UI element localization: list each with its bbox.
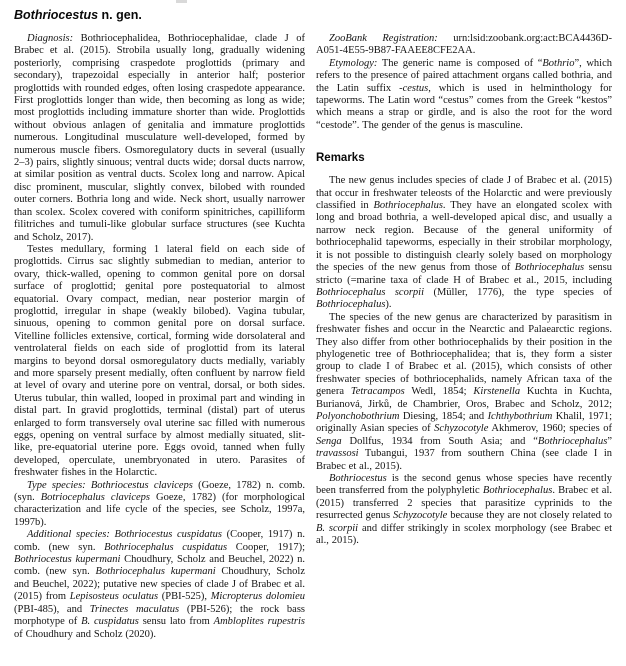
diagnosis-paragraph: Diagnosis: Bothriocephalidea, Bothriocephalidae, clade J of Brabec et al. (2015). Strobila usually long, gradually widening posteriorly, comprising craspedote proglottids (primary and secondary), trapezoidal especially in anterior half; posterior proglottids with rounded edges, often losing craspedote appearance. First proglottids longer than wide, then becoming as long as wide; most proglottids including immature shorter than wide. Proglottids without obvious anlagen of genitalia and immature proglottids numerous. Longitudinal musculature well-developed, formed by numerous muscle fibers. Osmoregulatory ducts in several (usually 2–3) pairs, slightly sinuous; ventral ducts wide; dorsal ducts narrow, at similar position as ventral ducts. Scolex long and narrow. Apical disc prominent, muscular, slightly convex, bilobed with rounded outer corners. Bothria long and wide. Neck short, usually narrower than scolex. Scolex covered with coniform spinitriches, capilliform filitriches and tumuli-like globular surface structures (see Kuchta and Scholz, 2017). [14, 33, 305, 243]
type-species-paragraph: Type species: Bothriocestus claviceps (Goeze, 1782) n. comb. (syn. Botriocephalus claviceps Goeze, 1782) (for morphological characterization and life cycle of the species, see Scholz, 1997a, 1997b). [14, 479, 305, 528]
right-column [316, 6, 612, 641]
zoobank-registration-paragraph: ZooBank Registration: urn:lsid:zoobank.org:act:BCA4436D-A051-4E55-9B87-FAAEE8CFE2AA. [316, 33, 612, 57]
remarks-heading: Remarks [316, 152, 365, 165]
additional-species-paragraph: Additional species: Bothriocestus cuspidatus (Cooper, 1917) n. comb. (new syn. Bothriocephalus cuspidatus Cooper, 1917); Bothriocestus kupermani Choudhury, Scholz and Beuchel, 2022) n. comb. (new syn. Bothriocephalus kupermani Choudhury, Scholz and Beuchel, 2022); putative new species of clade J of Brabec et al. (2015) from Lepisosteus oculatus (PBI-525), Micropterus dolomieu (PBI-485), and Trinectes maculatus (PBI-526); the rock bass morphotype of B. cuspidatus sensu lato from Ambloplites rupestris of Choudhury and Scholz (2020). [14, 529, 306, 640]
genus-heading: Bothriocestus n. gen. [14, 8, 142, 22]
left-column [14, 6, 305, 641]
remarks-paragraph-2: The species of the new genus are characterized by parasitism in freshwater fishes and occur in the Nearctic and Palaearctic regions. They also differ from other bothriocephalids by their position in the phylogenetic tree of Bothriocephalidea; that is, they form a sister group to clade I of Brabec et al. (2015), which consists of other freshwater species of bothriocephalids, namely African taxa of the genera Tetracampos Wedl, 1854; Kirstenella Kuchta in Kuchta, Burianová, Jirků, de Chambrier, Oros, Brabec and Scholz, 2012; Polyonchobothrium Diesing, 1854; and Ichthybothrium Khalil, 1971; originally Asian species of Schyzocotyle Akhmerov, 1960; species of Senga Dollfus, 1934 from South Asia; and “Bothriocephalus” travassosi Tubangui, 1937 from southern China (see clade I in Brabec et al., 2015). [316, 311, 613, 472]
page-top-crop-artifact [176, 0, 187, 3]
anatomy-paragraph: Testes medullary, forming 1 lateral field on each side of proglottids. Cirrus sac slightly submedian to median, anterior to ovary, thick-walled, opening to common genital pore on dorsal surface of proglottid; genital pore postequatorial to almost equatorial. Ovary compact, median, near posterior margin of proglottid, irregular in shape (weakly bilobed). Vagina tubular, sinuous, opening to common genital pore on dorsal surface. Vitelline follicles extensive, cortical, forming wide dorsolateral and ventrolateral fields on each side of proglottid from its lateral margins to beyond dorsal osmoregulatory ducts medially, variably and more sparsely present medially, often confluent by narrow field at level of ovary and uterine pore on ventral, dorsal, or both sides. Uterus tubular, thin walled, looped in proximal part and winding in distal part. In gravid proglottids, terminal (distal) part of uterus enlarged to form transversely oval uterine sac filled with numerous eggs, opening on ventral surface by almost medially situated, slit-like, pre-equatorial uterine pore. Eggs ovoid, tanned when fully developed, operculate, unembryonated in utero. Parasites of freshwater fishes in the Holarctic. [14, 243, 305, 479]
remarks-paragraph-3: Bothriocestus is the second genus whose species have recently been transferred from the polyphyletic Bothriocephalus. Brabec et al. (2015) transferred 2 species that parasitize cyprinids to the resurrected genus Schyzocotyle because they are not closely related to B. scorpii and differ strikingly in scolex morphology (see Brabec et al., 2015). [316, 473, 612, 547]
two-column-text-body [14, 6, 612, 641]
remarks-paragraph-1: The new genus includes species of clade J of Brabec et al. (2015) that occur in freshwater teleosts of the Holarctic and were previously classified in Bothriocephalus. They have an elongated scolex with long and broad bothria, a well-developed apical disc, and usually a narrow neck region. Because of the general uniformity of bothriocephalid tapeworms, especially in their strobilar morphology, it is not possible to distinguish clearly solely based on morphology the species of the new genus from those of Bothriocephalus sensu stricto (=marine taxa of clade H of Brabec et al., 2015, including Bothriocephalus scorpii (Müller, 1776), the type species of Bothriocephalus). [316, 175, 612, 311]
etymology-paragraph: Etymology: The generic name is composed of “Bothrio”, which refers to the presence of paired attachment organs called bothria, and the Latin suffix -cestus, which is used in helminthology for tapeworms. The Latin word “cestus” comes from the Greek “kestos” which means a strap or girdle, and is also the root for the word “cestode”. The gender of the genus is masculine. [316, 57, 612, 131]
